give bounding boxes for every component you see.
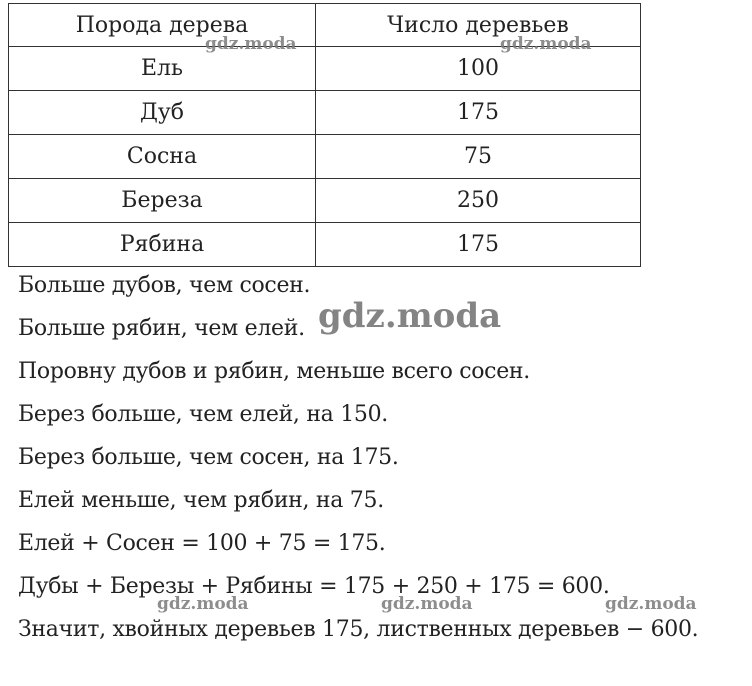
- watermark: gdz.moda: [605, 594, 697, 614]
- table-row: [9, 91, 641, 135]
- cell-count: 75: [316, 135, 641, 179]
- cell-species: Рябина: [9, 223, 316, 267]
- text-line: Больше рябин, чем елей.: [18, 316, 305, 341]
- text-line: Поровну дубов и рябин, меньше всего сосен.: [18, 359, 530, 384]
- watermark: gdz.moda: [318, 296, 502, 336]
- cell-count: 175: [316, 91, 641, 135]
- text-line: Значит, хвойных деревьев 175, лиственных деревьев − 600.: [18, 617, 699, 642]
- text-line: Дубы + Березы + Рябины = 175 + 250 + 175 = 600.: [18, 574, 610, 599]
- text-line: Елей + Сосен = 100 + 75 = 175.: [18, 531, 386, 556]
- cell-species: Ель: [9, 47, 316, 91]
- cell-count: 250: [316, 179, 641, 223]
- text-line: Елей меньше, чем рябин, на 75.: [18, 488, 384, 513]
- text-line: Берез больше, чем елей, на 150.: [18, 402, 388, 427]
- watermark: gdz.moda: [157, 594, 249, 614]
- text-line: Берез больше, чем сосен, на 175.: [18, 445, 399, 470]
- cell-species: Береза: [9, 179, 316, 223]
- header-species: Порода дерева: [9, 4, 316, 47]
- watermark: gdz.moda: [500, 34, 592, 54]
- cell-species: Дуб: [9, 91, 316, 135]
- watermark: gdz.moda: [205, 34, 297, 54]
- header-count: Число деревьев: [316, 4, 641, 47]
- table-row: [9, 223, 641, 267]
- table-row: [9, 179, 641, 223]
- cell-species: Сосна: [9, 135, 316, 179]
- text-line: Больше дубов, чем сосен.: [18, 273, 311, 298]
- table-row: [9, 135, 641, 179]
- watermark: gdz.moda: [381, 594, 473, 614]
- cell-count: 100: [316, 47, 641, 91]
- cell-count: 175: [316, 223, 641, 267]
